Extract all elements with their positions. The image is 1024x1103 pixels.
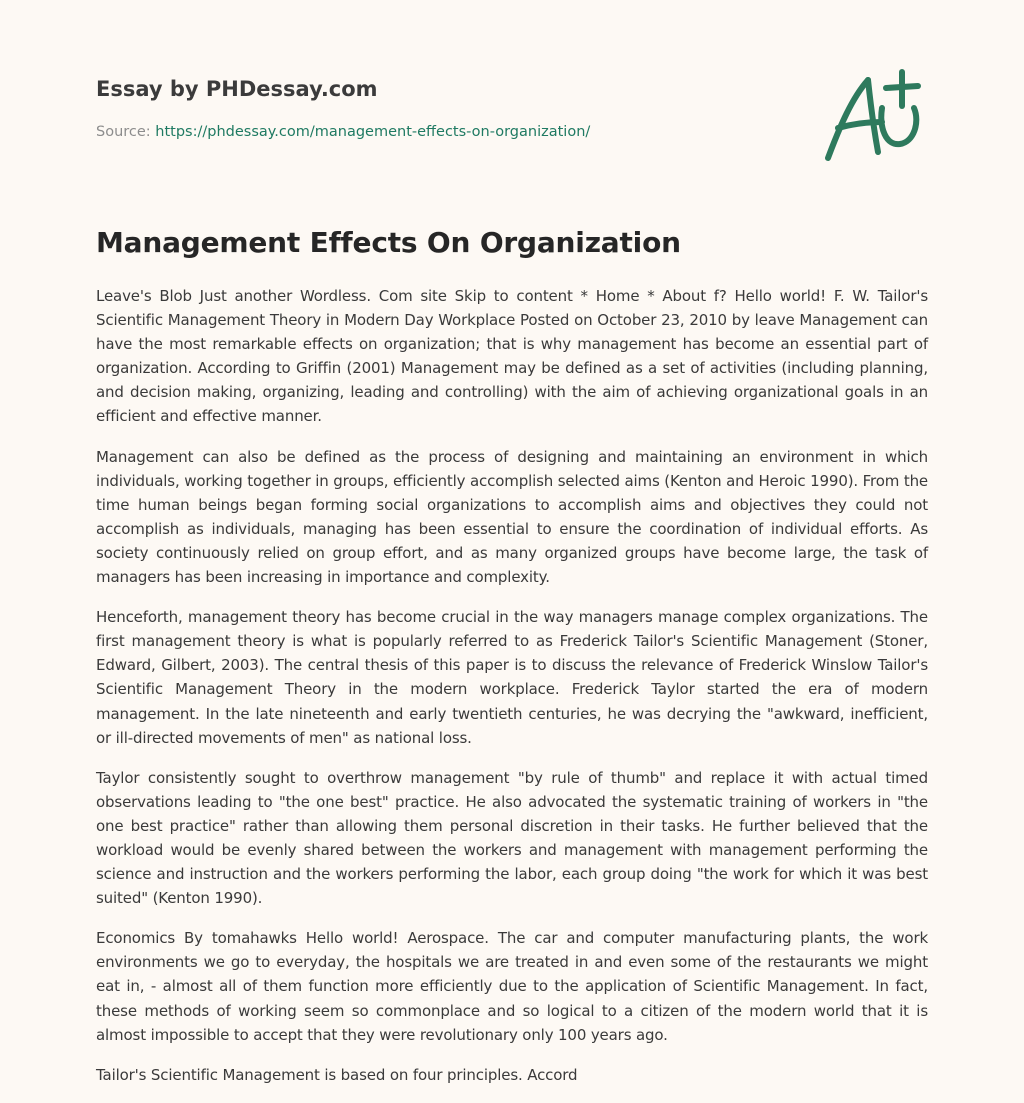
essay-title: Management Effects On Organization bbox=[96, 226, 681, 259]
site-brand: Essay by PHDessay.com bbox=[96, 77, 378, 101]
essay-body bbox=[96, 284, 928, 1103]
source-line bbox=[96, 124, 590, 140]
essay-paragraph: Leave's Blob Just another Wordless. Com site Skip to content * Home * About f? Hello world! F. W. Tailor's Scientific Management Theory in Modern Day Workplace Posted on October 23, 2010 by leave Management can have the most remarkable effects on organization; that is why management has become an essential part of organization. According to Griffin (2001) Management may be defined as a set of activities (including planning, and decision making, organizing, leading and controlling) with the aim of achieving organizational goals in an efficient and effective manner. bbox=[96, 287, 928, 426]
source-link[interactable]: https://phdessay.com/management-effects-on-organization/ bbox=[155, 124, 591, 140]
essay-paragraph: Management can also be defined as the process of designing and maintaining an environment in which individuals, working together in groups, efficiently accomplish selected aims (Kenton and Heroic 1990). From the time human beings began forming social organizations to accomplish aims and objectives they could not accomplish as individuals, managing has been essential to ensure the coordination of individual efforts. As society continuously relied on group effort, and as many organized groups have become large, the task of managers has been increasing in importance and complexity. bbox=[96, 447, 929, 587]
essay-paragraph: Tailor's Scientific Management is based on four principles. Accord bbox=[96, 1065, 578, 1084]
a-plus-logo bbox=[816, 64, 932, 168]
source-label: Source: bbox=[96, 124, 151, 140]
essay-paragraph: Economics By tomahawks Hello world! Aerospace. The car and computer manufacturing plants, the work environments we go to everyday, the hospitals we are treated in and even some of the restaurants we might eat in, - almost all of them function more efficiently due to the application of Scientific Management. In fact, these methods of working seem so commonplace and so logical to a citizen of the modern world that it is almost impossible to accept that they were revolutionary only 100 years ago. bbox=[96, 929, 928, 1044]
essay-paragraph: Henceforth, management theory has become crucial in the way managers manage complex organizations. The first management theory is what is popularly referred to as Frederick Tailor's Scientific Management (Stoner, Edward, Gilbert, 2003). The central thesis of this paper is to discuss the relevance of Frederick Winslow Tailor's Scientific Management Theory in the modern workplace. Frederick Taylor started the era of modern management. In the late nineteenth and early twentieth centuries, he was decrying the "awkward, inefficient, or ill-directed movements of men" as national loss. bbox=[96, 608, 928, 747]
essay-paragraph: Taylor consistently sought to overthrow management "by rule of thumb" and replace it with actual timed observations leading to "the one best" practice. He also advocated the systematic training of workers in "the one best practice" rather than allowing them personal discretion in their tasks. He further believed that the workload would be evenly shared between the workers and management with management performing the science and instruction and the workers performing the labor, each group doing "the work for which it was best suited" (Kenton 1990). bbox=[96, 768, 928, 908]
